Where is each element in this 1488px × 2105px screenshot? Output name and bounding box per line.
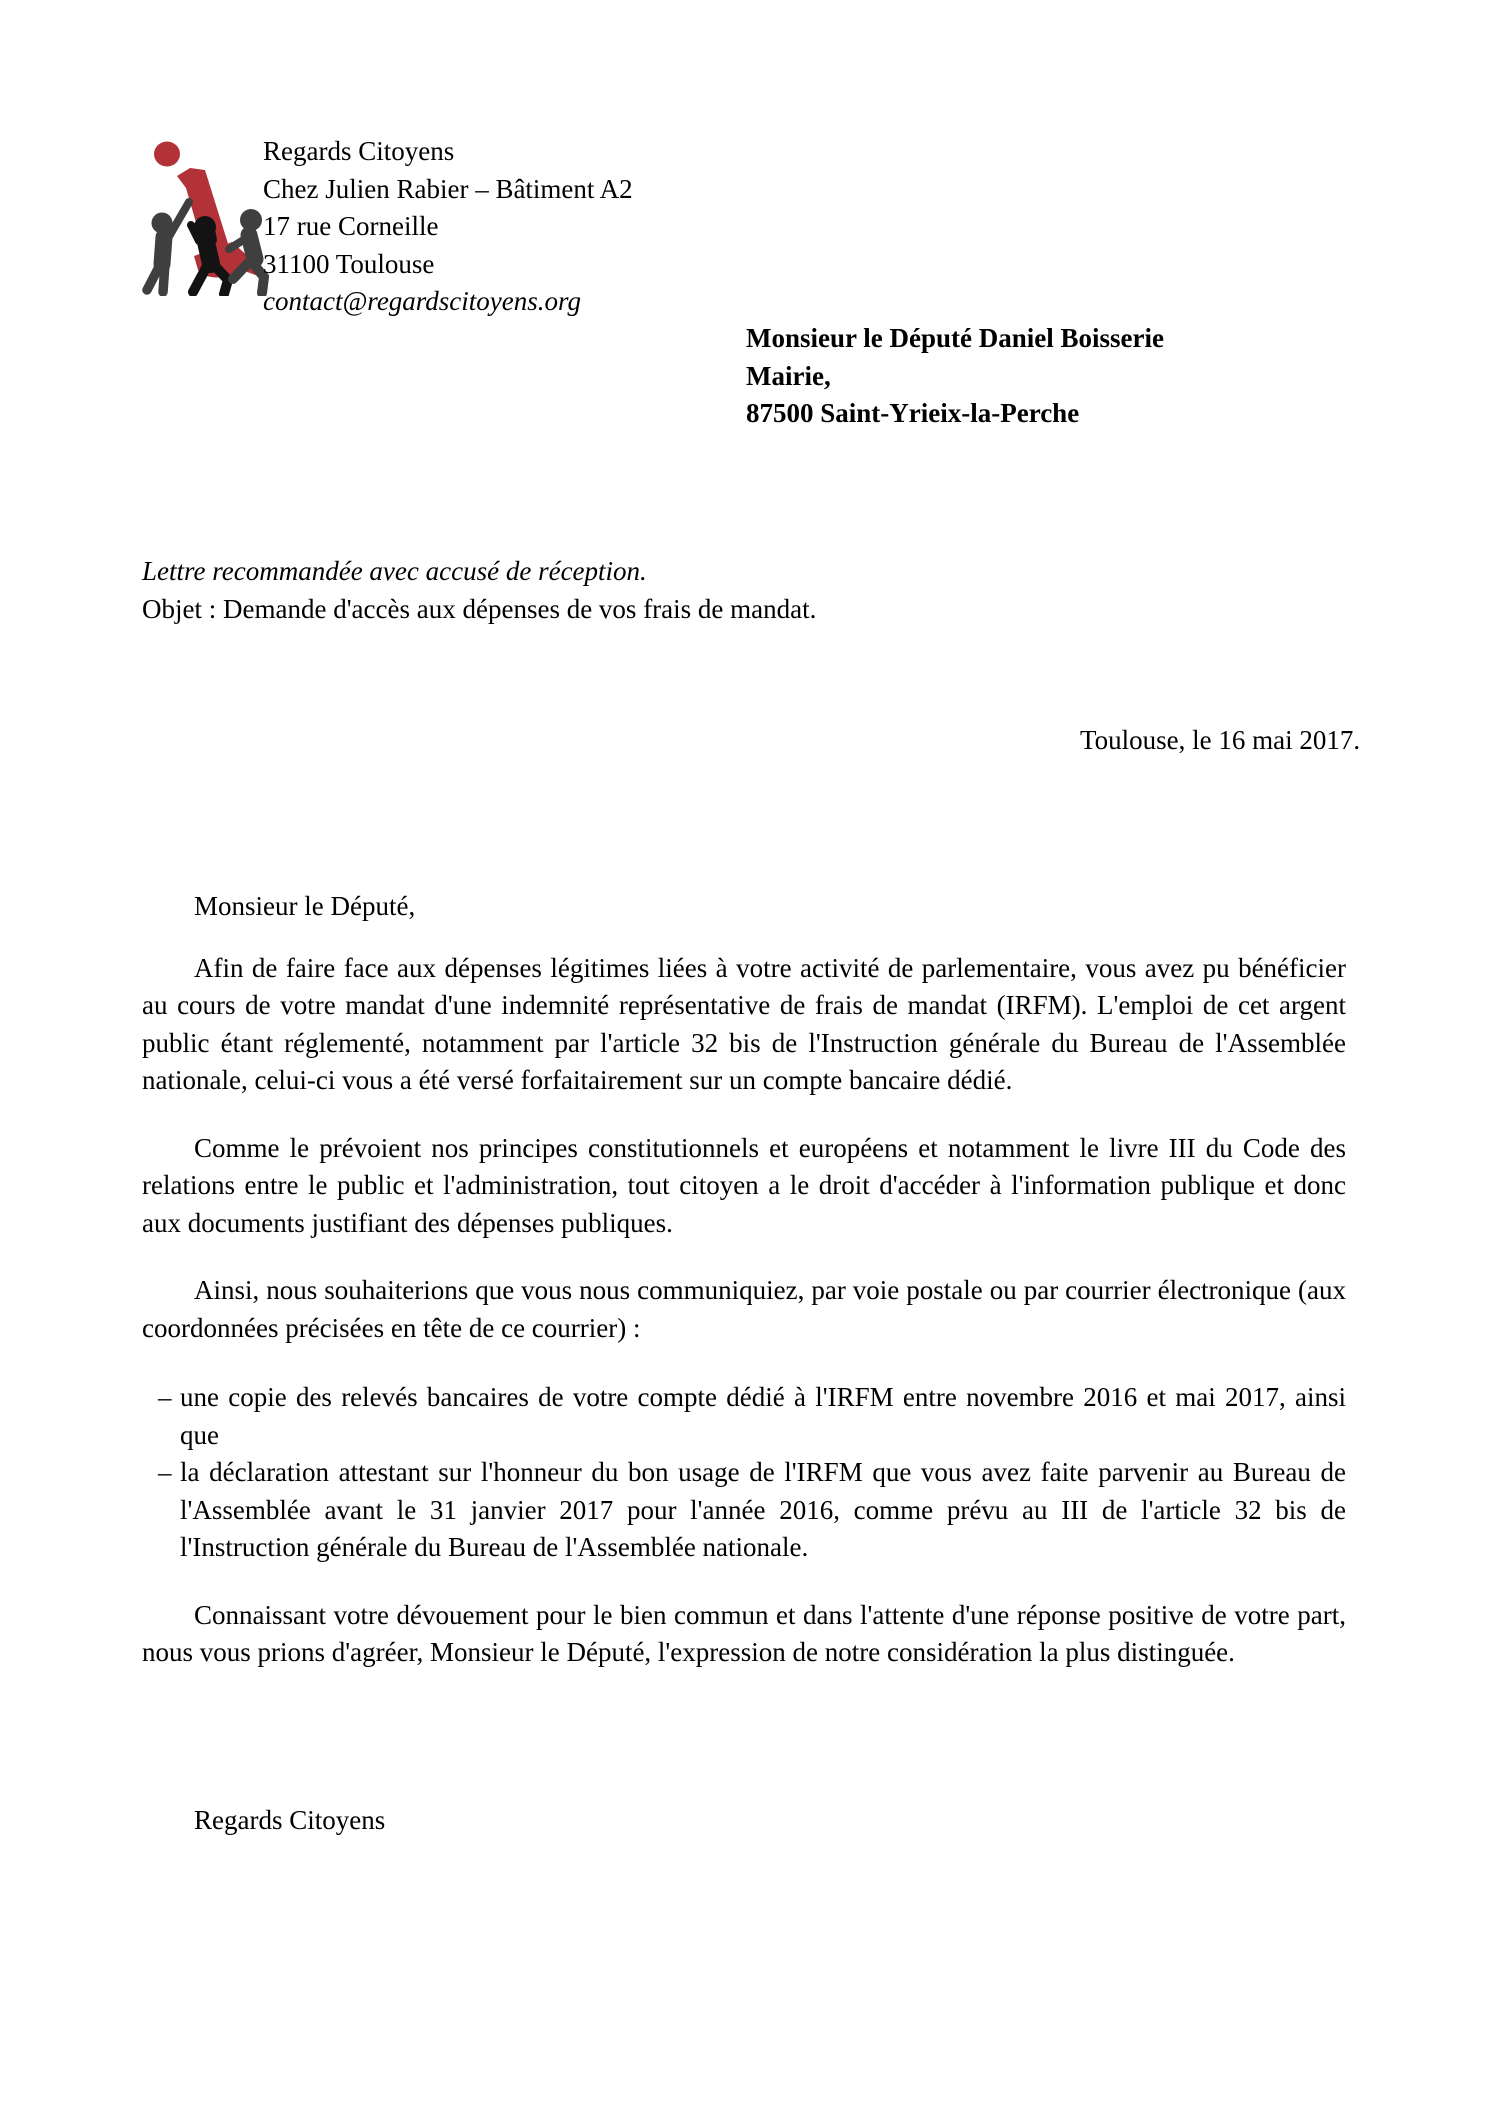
paragraph-demande: Ainsi, nous souhaiterions que vous nous communiquiez, par voie postale ou par courrier électronique (aux coordonnées précisées en tête de ce courrier) :	[142, 1275, 1346, 1343]
list-dash: –	[158, 1457, 172, 1487]
salutation: Monsieur le Député,	[194, 891, 416, 921]
sender-address-line2: 17 rue Corneille	[263, 211, 439, 241]
recipient-name: Monsieur le Député Daniel Boisserie	[746, 323, 1164, 353]
regards-citoyens-logo	[138, 130, 270, 296]
paragraph-irfm: Afin de faire face aux dépenses légitimes liées à votre activité de parlementaire, vous avez pu bénéficier au cours de votre mandat d'une indemnité représentative de frais de mandat (IRFM). L'emploi de cet argent public étant réglementé, notamment par l'article 32 bis de l'Instruction générale du Bureau de l'Assemblée nationale, celui-ci vous a été versé forfaitairement sur un compte bancaire dédié.	[142, 952, 1346, 1095]
sender-email: contact@regardscitoyens.org	[263, 286, 582, 316]
letter-body	[142, 888, 1346, 1839]
sender-name: Regards Citoyens	[263, 136, 455, 166]
paragraph-droit-acces: Comme le prévoient nos principes constitutionnels et européens et notamment le livre III du Code des relations entre le public et l'administration, tout citoyen a le droit d'accéder à l'information publique et donc aux documents justifiant des dépenses publiques.	[142, 1132, 1346, 1238]
sender-address-line1: Chez Julien Rabier – Bâtiment A2	[263, 173, 633, 204]
demands-list	[142, 1379, 1346, 1567]
sender-block	[263, 133, 633, 321]
list-item-text: la déclaration attestant sur l'honneur du bon usage de l'IRFM que vous avez faite parvenir au Bureau de l'Assemblée avant le 31 janvier 2017 pour l'année 2016, comme prévu au III de l'article 32 bis de l'Instruction générale du Bureau de l'Assemblée nationale.	[180, 1457, 1346, 1562]
list-dash: –	[158, 1382, 172, 1412]
signature: Regards Citoyens	[194, 1804, 386, 1835]
date-line: Toulouse, le 16 mai 2017.	[1080, 725, 1361, 755]
recipient-address-line2: 87500 Saint-Yrieix-la-Perche	[746, 398, 1080, 428]
list-item-text: une copie des relevés bancaires de votre compte dédié à l'IRFM entre novembre 2016 et mai 2017, ainsi que	[180, 1382, 1346, 1450]
list-item	[142, 1454, 1346, 1567]
recipient-block	[746, 320, 1164, 433]
recipient-address-line1: Mairie,	[746, 360, 831, 391]
sender-address-line3: 31100 Toulouse	[263, 248, 435, 279]
letter-meta	[142, 553, 1346, 628]
registered-mention: Lettre recommandée avec accusé de réception.	[142, 556, 647, 586]
list-item	[142, 1379, 1346, 1454]
subject-line: Objet : Demande d'accès aux dépenses de vos frais de mandat.	[142, 593, 817, 624]
closing-paragraph: Connaissant votre dévouement pour le bien commun et dans l'attente d'une réponse positive de votre part, nous vous prions d'agréer, Monsieur le Député, l'expression de notre considération la plus distinguée.	[142, 1599, 1346, 1667]
